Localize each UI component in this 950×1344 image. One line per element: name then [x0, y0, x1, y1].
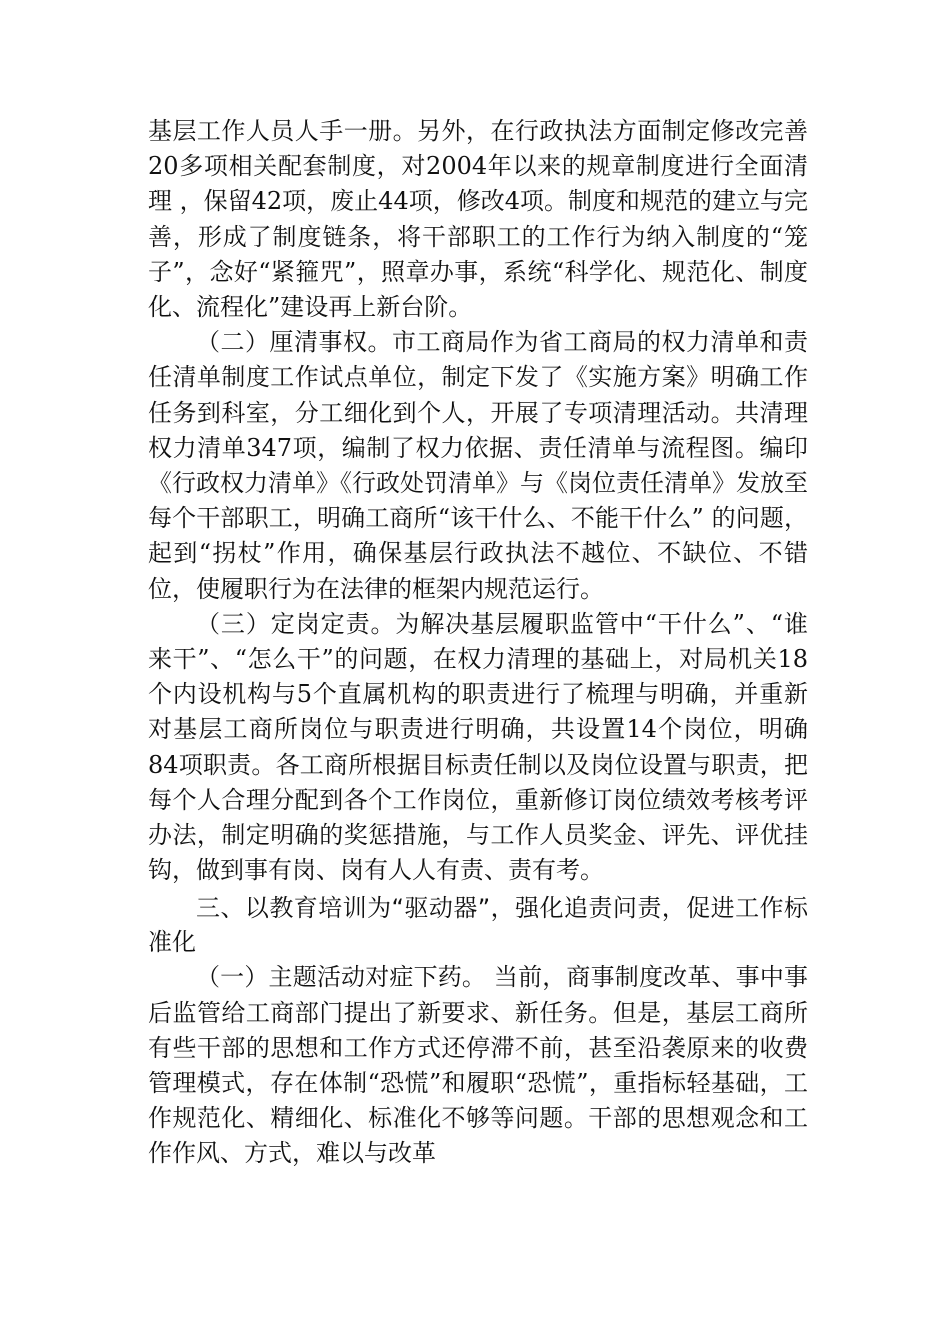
paragraph-1: 基层工作人员人手一册。另外，在行政执法方面制定修改完善20多项相关配套制度，对2004年以来的规章制度进行全面清理 ，保留42项，废止44项，修改4项。制度和规范的建立与完善，形成了制度链条，将干部职工的工作行为纳入制度的“笼子”，念好“紧箍咒”，照章办事，系统“科学化、规范化、制度化、流程化”建设再上新台阶。	[148, 117, 808, 322]
paragraph-4-body: 当前，商事制度改革、事中事后监管给工商部门提出了新要求、新任务。但是，基层工商所有些干部的思想和工作方式还停滞不前，甚至沿袭原来的收费管理模式，存在体制“恐慌”和履职“恐慌”，重指标轻基础，工作规范化、精细化、标准化不够等问题。干部的思想观念和工作作风、方式，难以与改革	[148, 963, 808, 1168]
paragraph-4-lead: （一）主题活动对症下药。	[196, 963, 487, 992]
paragraph-4	[148, 960, 808, 1171]
paragraph-3-lead: （三）定岗定责。	[196, 609, 396, 638]
paragraph-2-lead: （二）厘清事权。	[196, 328, 392, 357]
paragraph-2	[148, 325, 808, 607]
paragraph-2-body: 市工商局作为省工商局的权力清单和责任清单制度工作试点单位，制定下发了《实施方案》明确工作任务到科室，分工细化到个人，开展了专项清理活动。共清理权力清单347项，编制了权力依据、责任清单与流程图。编印《行政权力清单》《行政处罚清单》与《岗位责任清单》发放至每个干部职工，明确工商所“该干什么、不能干什么” 的问题，起到“拐杖”作用，确保基层行政执法不越位、不缺位、不错位，使履职行为在法律的框架内规范运行。	[148, 328, 808, 603]
paragraph-3	[148, 607, 808, 889]
paragraph-3-body: 为解决基层履职监管中“干什么”、“谁来干”、“怎么干”的问题，在权力清理的基础上，对局机关18个内设机构与5个直属机构的职责进行了梳理与明确，并重新对基层工商所岗位与职责进行明确，共设置14个岗位，明确84项职责。各工商所根据目标责任制以及岗位设置与职责，把每个人合理分配到各个工作岗位，重新修订岗位绩效考核考评办法，制定明确的奖惩措施，与工作人员奖金、评先、评优挂钩，做到事有岗、岗有人人有责、责有考。	[148, 609, 808, 885]
document-body	[148, 114, 808, 1172]
section-heading-3: 三、以教育培训为“驱动器”，强化追责问责，促进工作标准化	[148, 894, 808, 957]
